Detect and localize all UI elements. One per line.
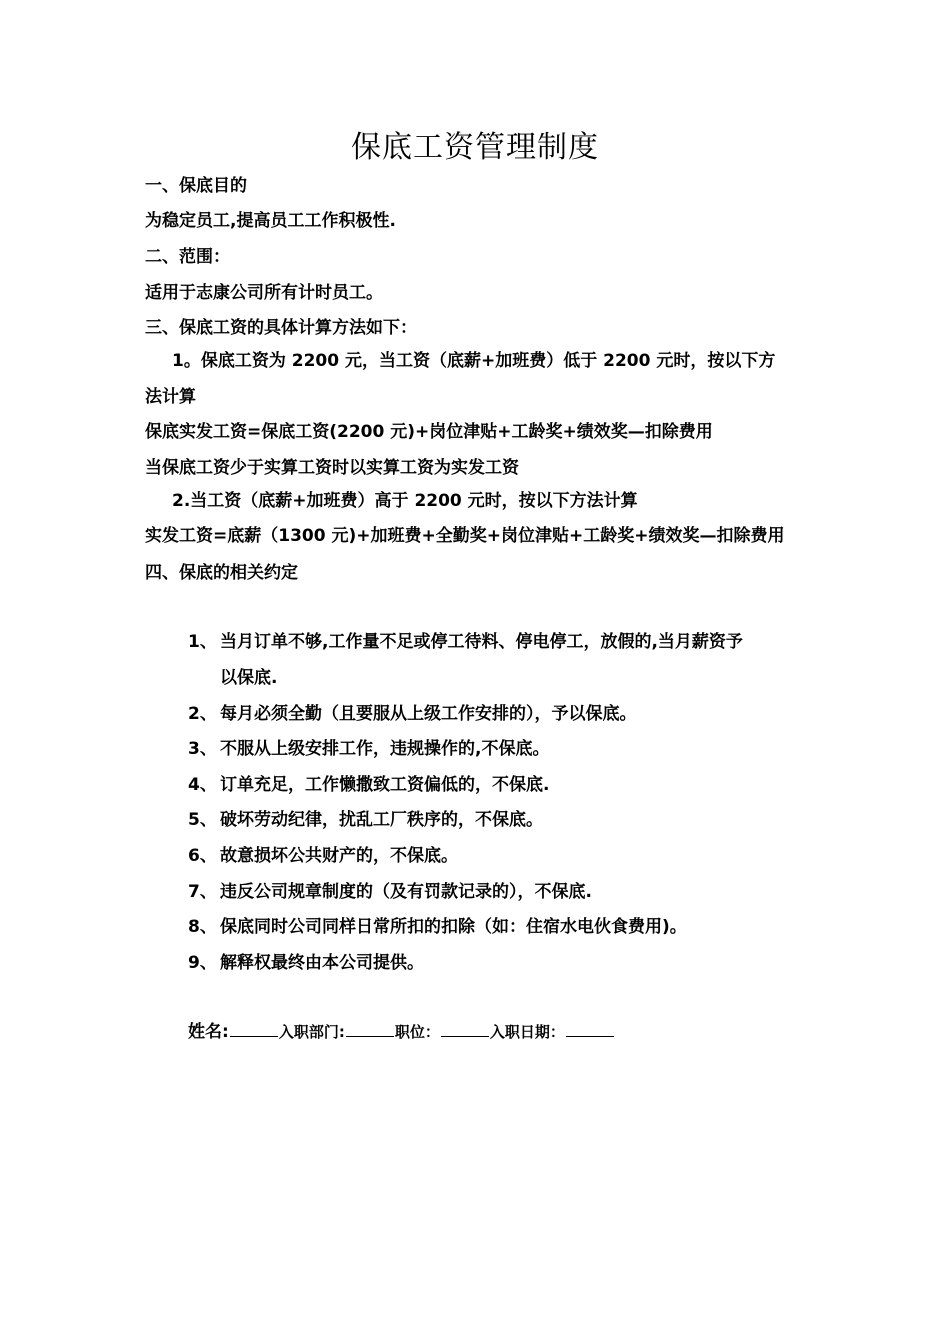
dept-label: 入职部门: bbox=[278, 1023, 345, 1041]
list-item-text: 破坏劳动纪律，扰乱工厂秩序的，不保底。 bbox=[220, 810, 543, 830]
list-item-number: 9、 bbox=[188, 953, 217, 973]
section2-heading: 二、范围： bbox=[145, 247, 230, 267]
signature-line bbox=[188, 1020, 615, 1044]
section4-heading: 四、保底的相关约定 bbox=[145, 563, 298, 583]
list-item bbox=[188, 773, 549, 797]
position-blank[interactable] bbox=[441, 1020, 489, 1037]
list-item bbox=[188, 808, 543, 832]
list-item bbox=[188, 951, 424, 975]
rule1-line2: 法计算 bbox=[145, 387, 196, 407]
list-item-number: 5、 bbox=[188, 810, 217, 830]
rule2: 2.当工资（底薪+加班费）高于 2200 元时，按以下方法计算 bbox=[172, 491, 638, 511]
list-item-text: 订单充足，工作懒撒致工资偏低的，不保底. bbox=[220, 775, 550, 795]
list-item bbox=[188, 915, 687, 939]
list-item-continuation: 以保底. bbox=[220, 668, 278, 688]
list-item-text: 当月订单不够,工作量不足或停工待料、停电停工，放假的,当月薪资予 bbox=[220, 632, 743, 652]
list-item bbox=[188, 844, 458, 868]
section1-text: 为稳定员工,提高员工工作积极性. bbox=[145, 211, 396, 231]
list-item bbox=[188, 880, 592, 904]
list-item-text: 解释权最终由本公司提供。 bbox=[220, 953, 424, 973]
list-item-text: 不服从上级安排工作，违规操作的,不保底。 bbox=[220, 739, 550, 759]
list-item-number: 4、 bbox=[188, 775, 217, 795]
note1: 当保底工资少于实算工资时以实算工资为实发工资 bbox=[145, 458, 519, 478]
date-label: 入职日期： bbox=[489, 1023, 565, 1041]
list-item bbox=[188, 737, 549, 761]
list-item-number: 3、 bbox=[188, 739, 217, 759]
list-item bbox=[188, 702, 637, 726]
list-item-number: 7、 bbox=[188, 882, 217, 902]
list-item-text: 故意损坏公共财产的，不保底。 bbox=[220, 846, 458, 866]
list-item-text: 违反公司规章制度的（及有罚款记录的），不保底. bbox=[220, 882, 592, 902]
list-item-number: 1、 bbox=[188, 632, 217, 652]
rule1-line1: 1。保底工资为 2200 元，当工资（底薪+加班费）低于 2200 元时，按以下方 bbox=[172, 351, 776, 371]
list-item bbox=[188, 630, 743, 654]
formula2: 实发工资=底薪（1300 元)+加班费+全勤奖+岗位津贴+工龄奖+绩效奖—扣除费用 bbox=[145, 526, 785, 546]
name-label: 姓名: bbox=[188, 1022, 229, 1042]
date-blank[interactable] bbox=[566, 1020, 614, 1037]
name-blank[interactable] bbox=[230, 1020, 278, 1037]
list-item-number: 6、 bbox=[188, 846, 217, 866]
section1-heading: 一、保底目的 bbox=[145, 176, 247, 196]
section3-heading: 三、保底工资的具体计算方法如下： bbox=[145, 318, 417, 338]
page-title: 保底工资管理制度 bbox=[351, 130, 599, 165]
list-item-text: 每月必须全勤（且要服从上级工作安排的），予以保底。 bbox=[220, 704, 637, 724]
list-item-number: 2、 bbox=[188, 704, 217, 724]
list-item-number: 8、 bbox=[188, 917, 217, 937]
list-item-text: 保底同时公司同样日常所扣的扣除（如：住宿水电伙食费用)。 bbox=[220, 917, 687, 937]
position-label: 职位： bbox=[394, 1023, 440, 1041]
section2-text: 适用于志康公司所有计时员工。 bbox=[145, 283, 383, 303]
formula1: 保底实发工资=保底工资(2200 元)+岗位津贴+工龄奖+绩效奖—扣除费用 bbox=[145, 422, 713, 442]
dept-blank[interactable] bbox=[346, 1020, 394, 1037]
